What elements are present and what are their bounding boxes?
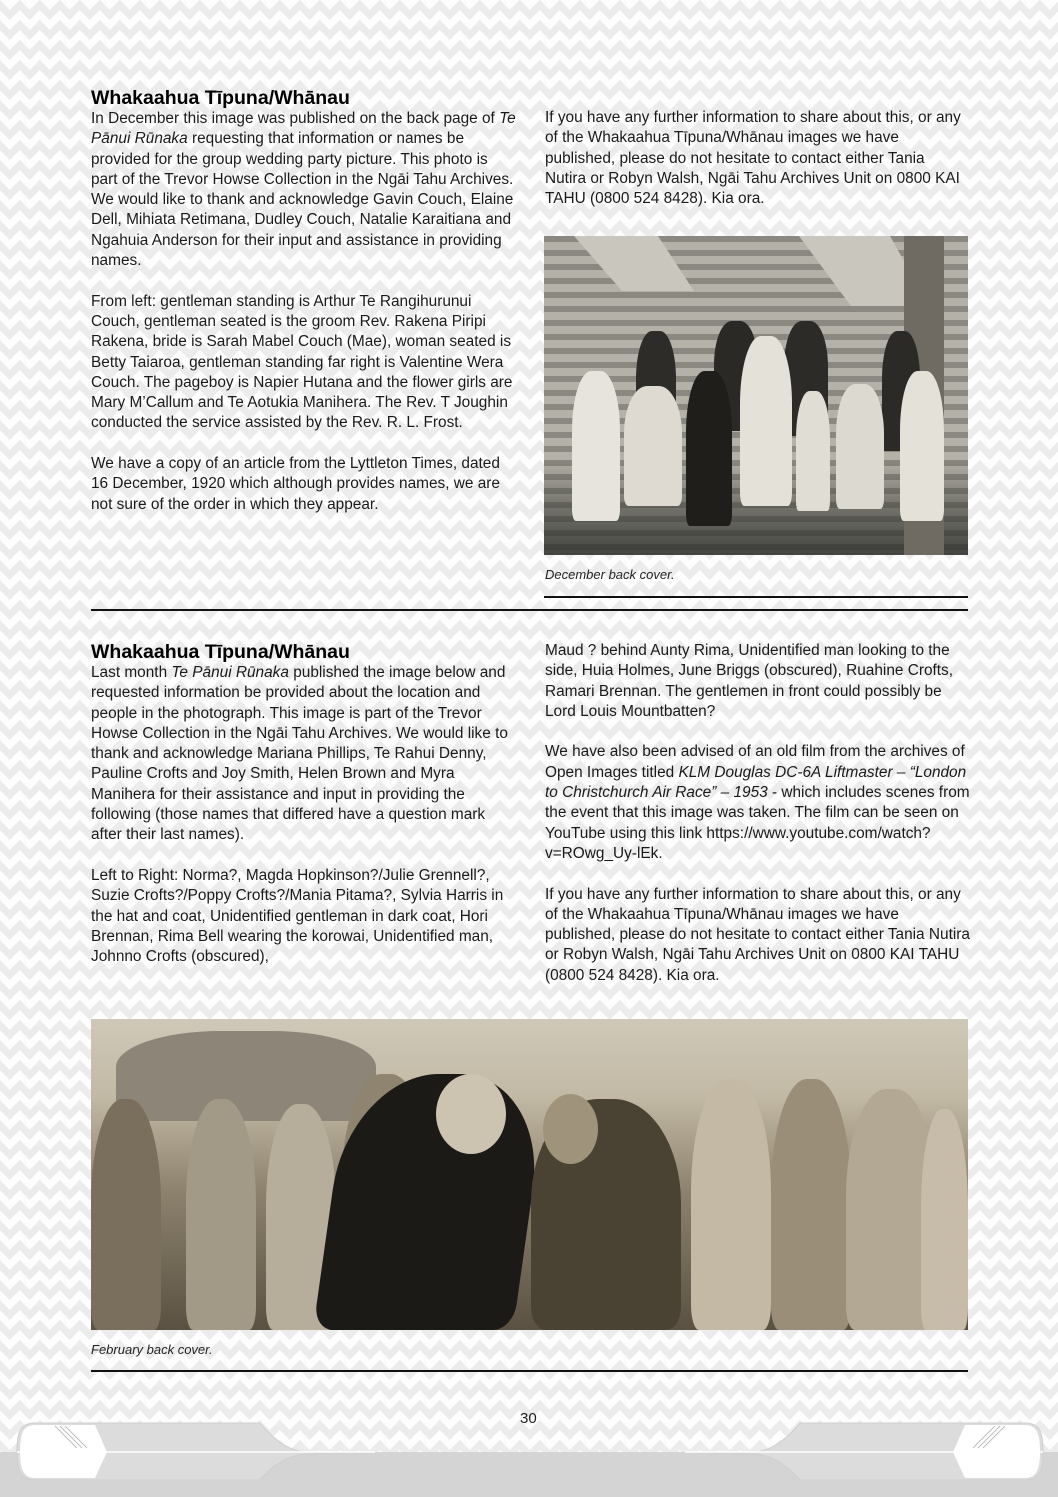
section1-paragraph-3: We have a copy of an article from the Lyttleton Times, dated 16 December, 1920 which although provides names, we are not sure of the order in which they appear. <box>91 455 500 513</box>
section1-heading: Whakaahua Tīpuna/Whānau <box>91 87 350 109</box>
page-number: 30 <box>520 1410 537 1427</box>
section1-paragraph-1: In December this image was published on the back page of Te Pānui Rūnaka requesting that information or names be provided for the group wedding party picture. This photo is part of the Trevor Howse Collection in the Ngāi Tahu Archives. We would like to thank and acknowledge Gavin Couch, Elaine Dell, Mihiata Retimana, Dudley Couch, Natalie Karaitiana and Ngahuia Anderson for their input and assistance in providing names. <box>91 110 516 270</box>
section2-names-continued: Maud ? behind Aunty Rima, Unidentified man looking to the side, Huia Holmes, June Briggs (obscured), Ruahine Crofts, Ramari Brennan. The gentlemen in front could possibly be Lord Louis Mountbatten? <box>545 642 954 720</box>
section2-photo-caption: February back cover. <box>91 1342 213 1357</box>
hongi-greeting-photo <box>91 1019 968 1330</box>
section1-photo-caption: December back cover. <box>545 567 675 582</box>
section2-left-column <box>91 641 516 967</box>
section2-paragraph-1: Last month Te Pānui Rūnaka published the image below and requested information be provided about the location and people in the photograph. This image is part of the Trevor Howse Collection in the Ngāi Tahu Archives. We would like to thank and acknowledge Mariana Phillips, Te Rahui Denny, Pauline Crofts and Joy Smith, Helen Brown and Myra Manihera for their assistance and input in providing the following (those names that differed have a question mark after their last names). <box>91 664 508 844</box>
section1-paragraph-2: From left: gentleman standing is Arthur Te Rangihurunui Couch, gentleman seated is the groom Rev. Rakena Piripi Rakena, bride is Sarah Mabel Couch (Mae), woman seated is Betty Taiaroa, gentleman standing far right is Valentine Wera Couch. The pageboy is Napier Hutana and the flower girls are Mary M’Callum and Te Aotukia Manihera. The Rev. T Joughin conducted the service assisted by the Rev. R. L. Frost. <box>91 292 513 432</box>
feather-left-icon <box>15 1420 375 1480</box>
publication-title: Te Pānui Rūnaka <box>171 664 289 681</box>
section2-film-paragraph: We have also been advised of an old film from the archives of Open Images titled KLM Douglas DC-6A Liftmaster – “London to Christchurch Air Race” – 1953 - which includes scenes from the event that this image was taken. The film can be seen on YouTube using this link https://www.youtube.com/watch?v=ROwg_Uy-lEk. <box>545 743 970 862</box>
publication-title: Te Pānui Rūnaka <box>91 110 516 148</box>
film-title: KLM Douglas DC-6A Liftmaster – “London to Christchurch Air Race” – 1953 <box>545 763 967 802</box>
section-divider <box>91 609 968 611</box>
section1-contact-paragraph: If you have any further information to share about this, or any of the Whakaahua Tīpuna/Whānau images we have published, please do not hesitate to contact either Tania Nutira or Robyn Walsh, Ngāi Tahu Archives Unit on 0800 KAI TAHU (0800 524 8428). Kia ora. <box>545 109 961 208</box>
section2-heading: Whakaahua Tīpuna/Whānau <box>91 641 350 663</box>
section2-paragraph-2: Left to Right: Norma?, Magda Hopkinson?/Julie Grennell?, Suzie Crofts?/Poppy Crofts?/Mania Pitama?, Sylvia Harris in the hat and coat, Unidentified gentleman in dark coat, Hori Brennan, Rima Bell wearing the korowai, Unidentified man, Johnno Crofts (obscured), <box>91 866 504 966</box>
section1-left-column <box>91 87 516 515</box>
section1-right-column <box>545 108 965 209</box>
bottom-divider <box>91 1370 968 1372</box>
wedding-party-photo <box>544 236 968 555</box>
section2-right-column <box>545 641 970 986</box>
caption-divider <box>544 596 968 598</box>
section2-contact-paragraph: If you have any further information to share about this, or any of the Whakaahua Tīpuna/Whānau images we have published, please do not hesitate to contact either Tania Nutira or Robyn Walsh, Ngāi Tahu Archives Unit on 0800 KAI TAHU (0800 524 8428). Kia ora. <box>545 885 970 984</box>
feather-right-icon <box>685 1420 1045 1480</box>
